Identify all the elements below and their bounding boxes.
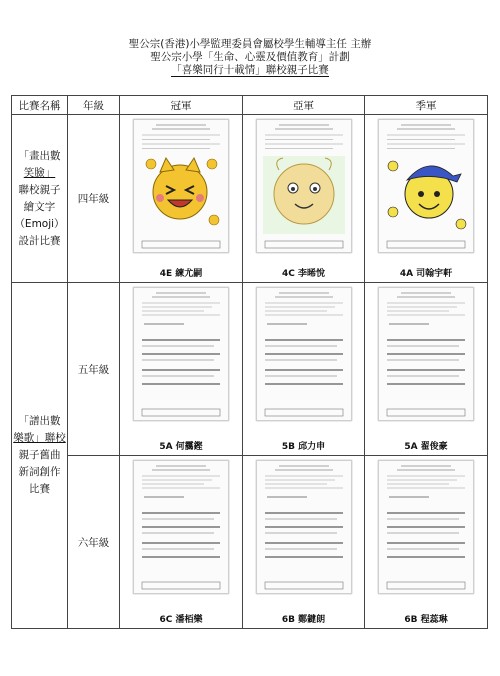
emoji-worksheet-image xyxy=(379,120,473,252)
results-table xyxy=(11,95,488,629)
header-first-runner-up: 亞軍 xyxy=(243,96,365,115)
grade-cell: 四年級 xyxy=(68,115,120,283)
document-header xyxy=(0,38,500,77)
header-champion: 冠軍 xyxy=(120,96,243,115)
grade-cell: 五年級 xyxy=(68,283,120,456)
lyrics-worksheet-image xyxy=(379,288,473,420)
winner-name: 6B 程蕊琳 xyxy=(404,615,448,625)
table-row-emoji xyxy=(12,115,488,283)
competition-name-song: 「譜出數 樂歌」聯校 親子舊曲 新詞創作 比賽 xyxy=(12,283,68,629)
winner-name: 4C 李晞悅 xyxy=(281,269,325,279)
entry-thumbnail xyxy=(133,460,229,594)
winner-name: 5A 翟俊豪 xyxy=(404,442,448,452)
table-header-row xyxy=(12,96,488,115)
winner-name: 4A 司翰宇軒 xyxy=(399,269,453,279)
entry-thumbnail xyxy=(378,287,474,421)
winner-name: 5B 邱力申 xyxy=(281,442,326,452)
table-row-grade5 xyxy=(12,283,488,456)
emoji-worksheet-image xyxy=(134,120,228,252)
emoji-worksheet-image xyxy=(257,120,351,252)
lyrics-worksheet-image xyxy=(379,461,473,593)
entry-cell xyxy=(365,456,488,629)
entry-cell xyxy=(120,115,243,283)
entry-thumbnail xyxy=(133,287,229,421)
entry-cell xyxy=(365,115,488,283)
winner-name: 6B 鄭鍵朗 xyxy=(281,615,326,625)
entry-cell xyxy=(243,456,365,629)
entry-thumbnail xyxy=(378,460,474,594)
lyrics-worksheet-image xyxy=(257,288,351,420)
entry-thumbnail xyxy=(378,119,474,253)
entry-cell xyxy=(120,456,243,629)
lyrics-worksheet-image xyxy=(134,288,228,420)
winner-name: 6C 潘栢樂 xyxy=(159,615,203,625)
lyrics-worksheet-image xyxy=(134,461,228,593)
organizer-line: 聖公宗(香港)小學監理委員會屬校學生輔導主任 主辦 xyxy=(128,38,372,50)
program-line: 聖公宗小學「生命、心靈及價值教育」計劃 xyxy=(150,51,350,63)
competition-name-emoji: 「畫出數 笑臉」 聯校親子 繪文字 （Emoji） 設計比賽 xyxy=(12,115,68,283)
table-row-grade6 xyxy=(12,456,488,629)
winner-name: 5A 何靄鏗 xyxy=(159,442,203,452)
entry-thumbnail xyxy=(256,119,352,253)
entry-cell xyxy=(365,283,488,456)
entry-thumbnail xyxy=(256,460,352,594)
header-grade: 年級 xyxy=(68,96,120,115)
event-title: 「喜樂同行十載情」聯校親子比賽 xyxy=(171,64,329,76)
winner-name: 4E 練尤嗣 xyxy=(159,269,203,279)
lyrics-worksheet-image xyxy=(257,461,351,593)
entry-thumbnail xyxy=(256,287,352,421)
entry-thumbnail xyxy=(133,119,229,253)
entry-cell xyxy=(120,283,243,456)
header-second-runner-up: 季軍 xyxy=(365,96,488,115)
entry-cell xyxy=(243,115,365,283)
header-competition: 比賽名稱 xyxy=(12,96,68,115)
entry-cell xyxy=(243,283,365,456)
grade-cell: 六年級 xyxy=(68,456,120,629)
